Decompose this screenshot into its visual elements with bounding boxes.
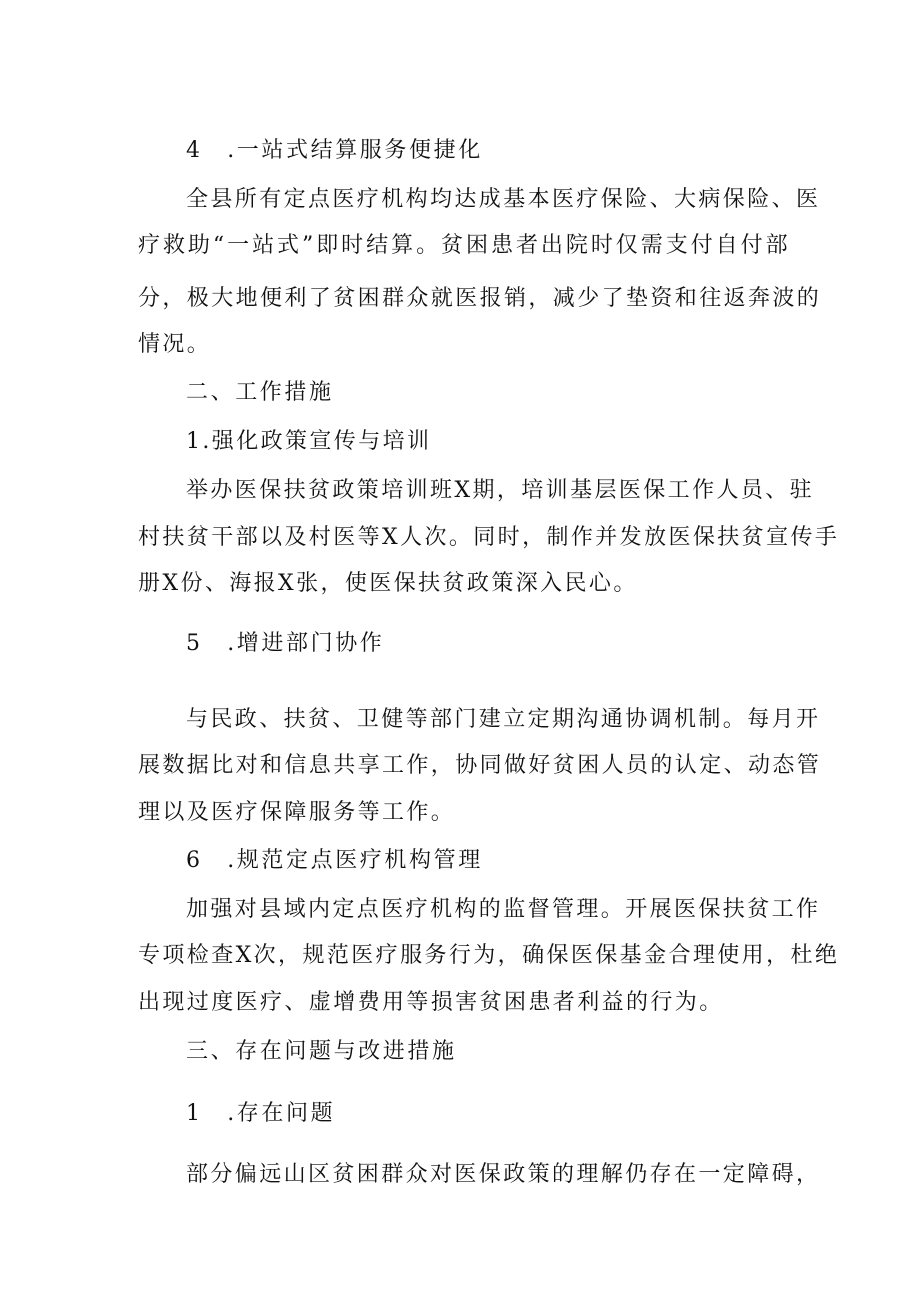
paragraph-line: 情况。 <box>138 332 212 357</box>
section-heading-problems: 三、存在问题与改进措施 <box>186 1039 457 1064</box>
section-heading-work-measures: 二、工作措施 <box>186 380 334 405</box>
paragraph-line: 理以及医疗保障服务等工作。 <box>138 800 456 825</box>
paragraph-line: 举办医保扶贫政策培训班X期，培训基层医保工作人员、驻 <box>186 478 815 503</box>
paragraph-line: 与民政、扶贫、卫健等部门建立定期沟通协调机制。每月开 <box>186 707 821 732</box>
paragraph-line: 分，极大地便利了贫困群众就医报销，减少了垫资和往返奔波的 <box>138 286 822 311</box>
heading-institution-management: 6 .规范定点医疗机构管理 <box>186 848 483 873</box>
paragraph-line: 专项检查X次，规范医疗服务行为，确保医保基金合理使用，杜绝 <box>138 943 840 968</box>
heading-department-collaboration: 5 .增进部门协作 <box>186 631 385 656</box>
paragraph-line: 村扶贫干部以及村医等X人次。同时，制作并发放医保扶贫宣传手 <box>138 525 840 550</box>
paragraph-line: 全县所有定点医疗机构均达成基本医疗保险、大病保险、医 <box>186 187 821 212</box>
paragraph-line: 出现过度医疗、虚增费用等损害贫困患者利益的行为。 <box>138 990 724 1015</box>
paragraph-line: 展数据比对和信息共享工作，协同做好贫困人员的认定、动态管 <box>138 753 822 778</box>
paragraph-line: 疗救助“一站式”即时结算。贫困患者出院时仅需支付自付部 <box>138 233 790 258</box>
paragraph-line: 部分偏远山区贫困群众对医保政策的理解仍存在一定障碍， <box>186 1162 821 1187</box>
paragraph-line: 册X份、海报X张，使医保扶贫政策深入民心。 <box>138 571 638 596</box>
heading-existing-problems: 1 .存在问题 <box>186 1101 336 1126</box>
heading-one-stop-settlement: 4 .一站式结算服务便捷化 <box>186 138 483 163</box>
heading-policy-training: 1.强化政策宣传与培训 <box>186 429 432 454</box>
paragraph-line: 加强对县域内定点医疗机构的监督管理。开展医保扶贫工作 <box>186 897 821 922</box>
